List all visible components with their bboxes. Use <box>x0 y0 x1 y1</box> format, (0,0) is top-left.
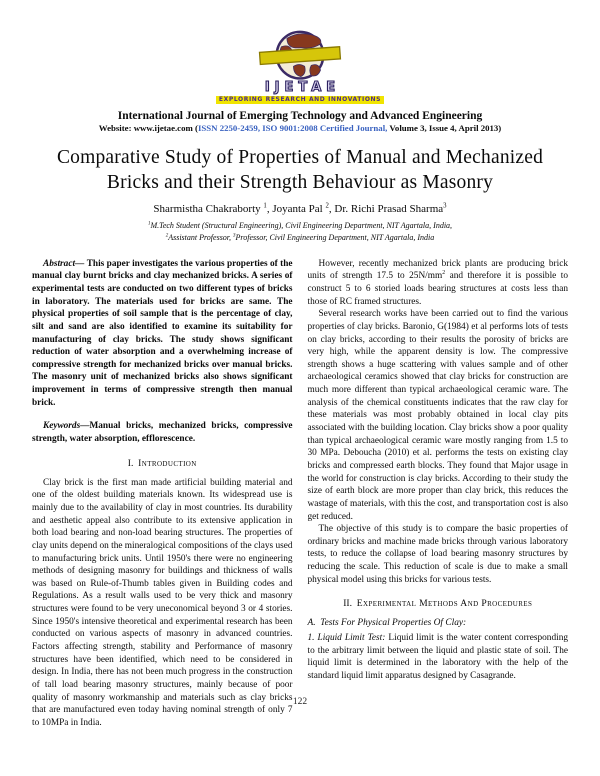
subsection-a-heading: A. Tests For Physical Properties Of Clay: <box>307 618 467 629</box>
abstract-paragraph <box>32 258 293 410</box>
journal-header <box>32 28 568 133</box>
authors-line <box>32 203 568 215</box>
research-works-paragraph: Several research works have been carried out to find the various properties of clay bricks. Baronio, G(1984) et al performs lots of tests on clay bricks, according to their results the porosity of bricks are very high, while the apparent density is low. The compressive strength shows a huge scattering with values sample and of other archaeological ceramics showed that clay bricks for construction are much more different than typical archaeological ceramic ware. The analysis of the chemical constituents indicates that the raw clay for these materials was most probably obtained in local clay pits associated with the building location. Clay bricks show a poor quality than typical archaeological ceramic ware mostly ranging from 1.5 to 30 MPa. Deboucha (2010) et al. performs the tests on existing clay bricks and compressed earth blocks. They found that Major usage in the world for construction is clay bricks. According to their study the size of earth block are more proper than clay brick, this reduces the wastage of materials, with this the cost, and transportation cost is also get reduced. <box>307 309 568 522</box>
affiliation-line-2 <box>32 232 568 244</box>
keywords-text: Manual bricks, mechanized bricks, compressive strength, water absorption, efflorescence. <box>32 421 293 445</box>
journal-issue-text: Volume 3, Issue 4, April 2013) <box>387 123 502 133</box>
affiliation-line-1 <box>32 220 568 232</box>
section-heading-experimental-methods <box>308 597 569 610</box>
author-3-superscript: 3 <box>443 202 447 210</box>
globe-icon <box>244 28 356 86</box>
paragraph-text: and therefore it is possible to construct 5 to 6 storied loads bearing structures at costs less than those of RC framed structures. <box>307 271 568 307</box>
journal-meta-line <box>32 123 568 133</box>
journal-issn-text[interactable]: ISSN 2250-2459, ISO 9001:2008 Certified Journal, <box>197 123 388 133</box>
author-3: Dr. Richi Prasad Sharma <box>334 202 444 215</box>
squared-superscript: 2 <box>442 270 446 277</box>
liquid-limit-text: Liquid limit is the water content corresponding to the arbitrary limit between the liquid and plastic state of soil. The liquid limit is determined in the laboratory with the help of the standard liquid limit apparatus designed by Casagrande. <box>307 633 568 682</box>
section-2-title: Experimental Methods And Procedures <box>356 598 533 610</box>
affiliation-2-superscript: 2 <box>165 233 169 239</box>
paper-title: Comparative Study of Properties of Manual and Mechanized Bricks and their Strength Behaviour as Masonry <box>56 147 544 193</box>
abstract-label: Abstract— <box>43 258 87 269</box>
section-1-title: Introduction <box>138 457 197 469</box>
page-footer <box>0 697 600 707</box>
liquid-limit-paragraph <box>308 632 569 683</box>
section-2-number: II. <box>343 598 357 610</box>
abstract-text: This paper investigates the various properties of the manual clay burnt bricks and clay mechanized bricks. A series of experimental tests are conducted on two different types of bricks in laboratory. The materials used for bricks are same. The physical properties of soil sample that is the percentage of clay, silt and sand are also identified to examine its suitability for manufacturing of clay bricks. The study shows significant reduction of water absorption and a overwhelming increase of compressive strength for mechanized bricks over manual bricks. The masonry unit of mechanized bricks also shows significant improvement in terms of compressive strength then manual brick. <box>32 258 293 408</box>
affiliation-1-text: M.Tech Student (Structural Engineering), Civil Engineering Department, NIT Agartala, India, <box>150 220 453 230</box>
mechanized-bricks-paragraph <box>308 258 569 309</box>
affiliation-3-text: Professor, Civil Engineering Department, NIT Agartala, India <box>235 233 435 243</box>
logo-banner <box>260 47 341 65</box>
author-2-superscript: 2 <box>325 202 329 210</box>
left-column <box>32 258 293 730</box>
journal-name: International Journal of Emerging Technology and Advanced Engineering <box>117 110 483 122</box>
objective-paragraph: The objective of this study is to compare the basic properties of ordinary bricks and machine made bricks through various laboratory tests, to reduce the collapse of load bearing masonry structures by reducing the scale. This reduction of scale is due to make a small physical model using this bricks for various tests. <box>307 524 568 585</box>
author-separator: , <box>266 202 273 215</box>
right-column <box>308 258 569 730</box>
affiliation-3-superscript: 3 <box>233 233 236 239</box>
section-heading-introduction <box>32 457 293 470</box>
section-1-number: I. <box>127 457 139 469</box>
paragraph-text: However, recently mechanized brick plants are producing brick units of strength 17.5 to 25N/mm <box>307 258 568 282</box>
page-number: 122 <box>292 697 308 707</box>
author-1-superscript: 1 <box>263 202 267 210</box>
keywords-label: Keywords— <box>43 421 90 432</box>
author-2: Joyanta Pal <box>272 202 326 215</box>
two-column-body <box>32 258 568 730</box>
journal-logo-acronym: IJETAE <box>264 80 341 95</box>
journal-website-text: Website: www.ijetae.com ( <box>98 123 198 133</box>
keywords-paragraph <box>32 420 293 445</box>
affiliation-2-text: Assistant Professor, <box>168 233 234 243</box>
author-separator: , <box>328 202 335 215</box>
journal-logo-tagline: EXPLORING RESEARCH AND INNOVATIONS <box>216 96 384 104</box>
affiliation-1-superscript: 1 <box>147 221 151 227</box>
journal-logo <box>32 28 568 104</box>
liquid-limit-label: 1. Liquid Limit Test: <box>307 633 386 644</box>
affiliations <box>32 220 568 245</box>
author-1: Sharmistha Chakraborty <box>153 202 264 215</box>
introduction-paragraph: Clay brick is the first man made artificial building material and one of the oldest building materials known. Its widespread use is mainly due to the availability of clay in most countries. Its durability and aesthetic appeal also contribute to its extensive application in both load bearing and non-load bearing structures. The properties of clay units depend on the mineralogical compositions of the clays used to manufacturing brick units. Until 1950's there were no engineering methods of designing masonry for buildings and thickness of walls was based on Rule-of-Thumb tables given in Building codes and Regulations. As a result walls used to be very thick and masonry structures were found to be very uneconomical beyond 3 or 4 stories. Since 1950's intensive theoretical and experimental research has been conducted on various aspects of masonry in advanced countries. Factors affecting strength, stability and Performance of masonry structures have been identified, which need to be considered in design. In India, there has not been much progress in the construction of tall load bearing masonry structures, mainly because of poor quality of masonry workmanship and materials such as clay bricks that are manufactured even today having nominal strength of only 7 to 10MPa in India. <box>32 477 293 728</box>
